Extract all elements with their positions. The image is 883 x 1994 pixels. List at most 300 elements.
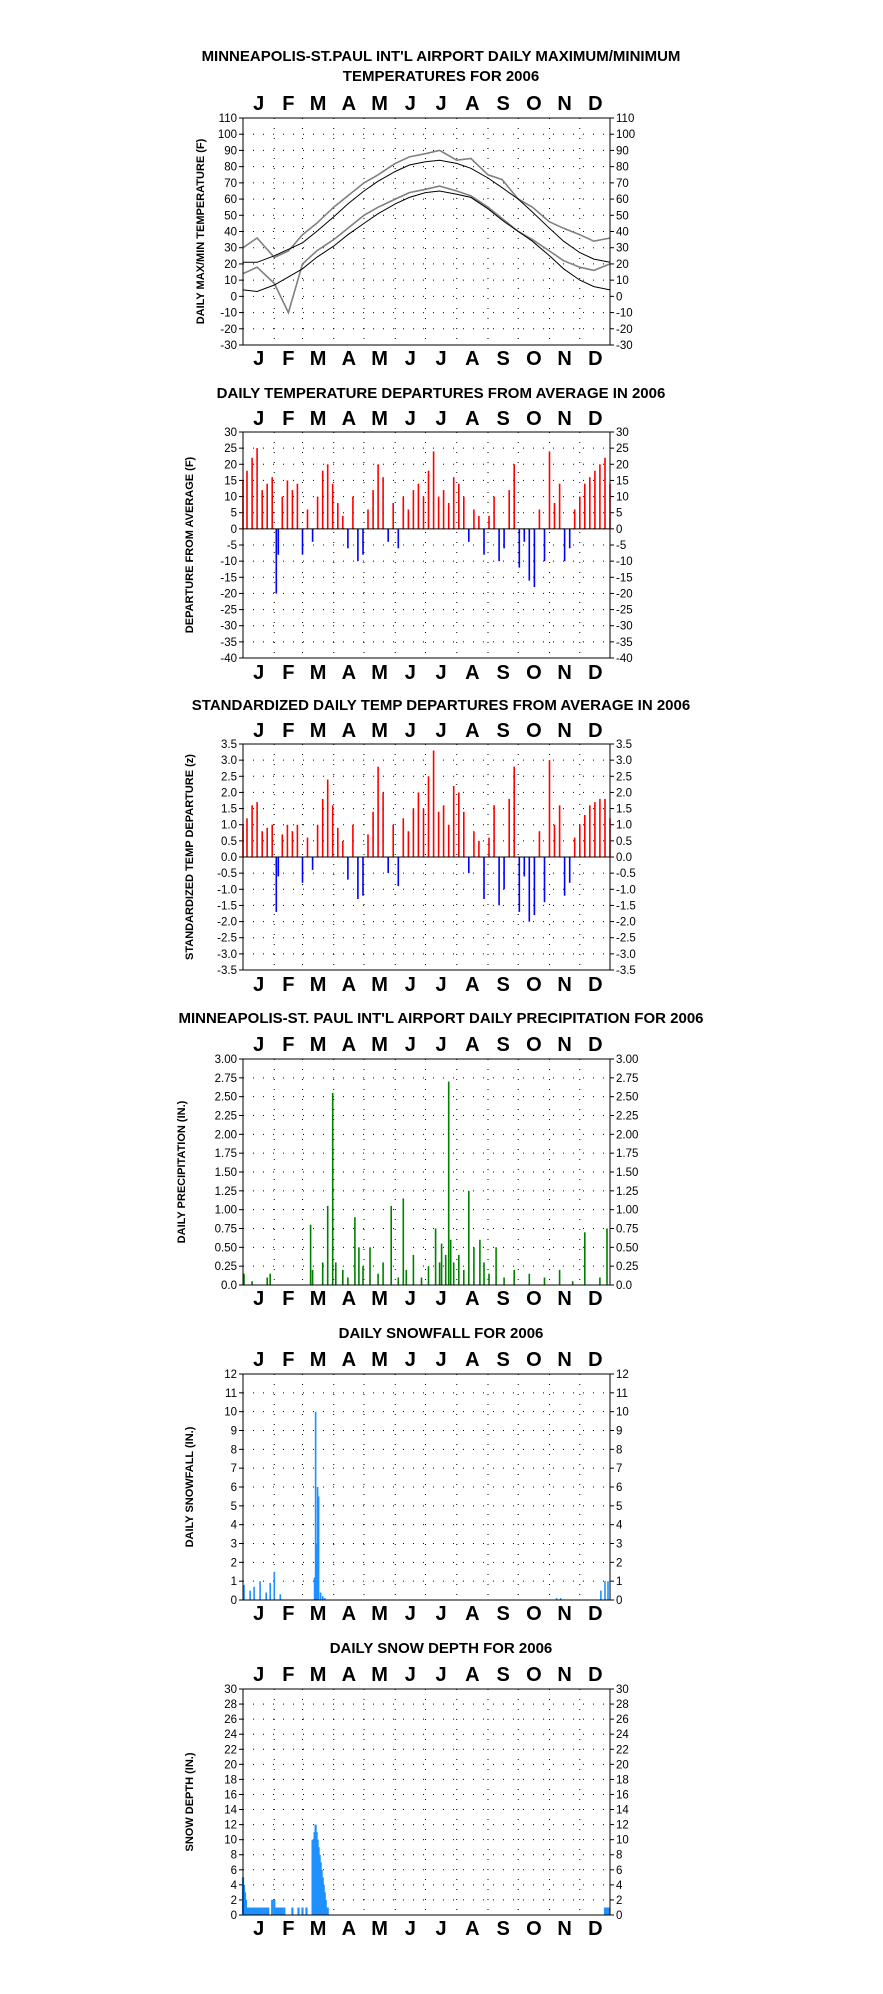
y-tick-label-left: 0.0 (221, 852, 237, 864)
data-bar (493, 497, 495, 529)
month-label-top: M (371, 1034, 388, 1056)
month-label-bottom: A (465, 974, 480, 996)
month-label-bottom: J (435, 1918, 447, 1940)
y-tick-label-left: -2.0 (217, 916, 237, 929)
month-label-bottom: A (341, 662, 357, 684)
data-bar (246, 818, 248, 857)
month-label-top: M (309, 720, 327, 742)
data-bar (453, 786, 455, 857)
data-bar (282, 497, 284, 529)
y-tick-label-left: 2.5 (221, 771, 237, 784)
data-bar (255, 1908, 257, 1916)
y-tick-label-right: 1.50 (616, 1167, 639, 1179)
data-bar (317, 497, 319, 529)
data-bar (279, 1908, 281, 1916)
month-label-top: A (465, 93, 480, 115)
chart-title: DAILY TEMPERATURE DEPARTURES FROM AVERAGE IN 2006 (216, 385, 666, 402)
month-label-bottom: J (435, 1603, 447, 1625)
chart-snowfall (184, 1325, 629, 1625)
data-bar (443, 490, 445, 529)
y-tick-label-left: 10 (224, 491, 237, 504)
month-label-bottom: M (309, 1288, 327, 1310)
data-bar (453, 477, 455, 529)
month-label-bottom: J (404, 662, 416, 684)
y-tick-label-right: 4 (616, 1879, 623, 1892)
data-bar (317, 825, 319, 857)
month-label-bottom: A (465, 1288, 480, 1310)
month-label-bottom: M (309, 1918, 327, 1940)
data-bar (594, 471, 596, 529)
data-bar (382, 477, 384, 529)
data-bar (249, 1908, 251, 1916)
y-tick-label-left: -10 (220, 307, 237, 320)
month-label-top: O (526, 93, 542, 115)
data-bar (539, 831, 541, 857)
month-label-top: F (282, 408, 295, 430)
y-tick-label-right: -1.5 (616, 900, 636, 913)
data-bar (259, 1908, 261, 1916)
month-label-bottom: J (435, 662, 447, 684)
data-bar (283, 1908, 285, 1916)
y-tick-label-right: 2 (616, 1557, 623, 1570)
month-label-bottom: M (371, 974, 388, 996)
y-tick-label-left: 1.5 (221, 803, 237, 816)
data-bar (362, 1266, 364, 1285)
data-bar (604, 799, 606, 857)
plot-frame (243, 432, 610, 658)
y-tick-label-right: 2.75 (616, 1072, 639, 1085)
data-bar (342, 1270, 344, 1285)
month-label-top: M (371, 408, 388, 430)
y-tick-label-right: 100 (616, 129, 636, 142)
data-bar (357, 529, 359, 561)
data-bar (529, 1274, 531, 1285)
month-label-top: S (496, 408, 510, 430)
data-bar (265, 1908, 267, 1916)
data-bar (468, 857, 470, 873)
data-bar (569, 857, 571, 883)
data-bar (352, 497, 354, 529)
month-label-top: M (371, 93, 388, 115)
y-tick-label-right: 20 (616, 258, 629, 271)
data-bar (441, 1244, 443, 1285)
data-bar (495, 1247, 497, 1285)
data-bar (322, 471, 324, 529)
y-tick-label-right: 2.50 (616, 1091, 639, 1104)
y-tick-label-left: -5 (226, 540, 237, 552)
month-label-bottom: M (309, 974, 327, 996)
data-bar (392, 503, 394, 529)
data-bar (599, 799, 601, 857)
chart-title: TEMPERATURES FOR 2006 (342, 68, 540, 85)
data-bar (498, 857, 500, 905)
month-label-bottom: J (253, 1603, 265, 1625)
y-tick-label-left: 24 (224, 1729, 237, 1742)
month-label-bottom: J (404, 1288, 416, 1310)
y-tick-label-left: 5 (230, 507, 237, 520)
month-label-bottom: F (282, 974, 295, 996)
y-tick-label-right: -35 (616, 636, 633, 649)
data-bar (606, 1229, 608, 1286)
y-tick-label-right: 26 (616, 1714, 629, 1727)
data-bar (524, 857, 526, 876)
chart-title: MINNEAPOLIS-ST.PAUL INT'L AIRPORT DAILY MAXIMUM/MINIMUM (201, 48, 681, 65)
data-bar (352, 825, 354, 857)
y-tick-label-right: 0 (616, 1910, 623, 1922)
data-bar (413, 1255, 415, 1285)
data-bar (332, 484, 334, 529)
month-label-top: N (557, 720, 572, 742)
y-tick-label-left: -3.0 (217, 948, 237, 961)
data-bar (322, 1596, 324, 1600)
data-bar (584, 815, 586, 857)
data-bar (251, 805, 253, 857)
y-tick-label-right: 4 (616, 1519, 623, 1532)
y-tick-label-right: 24 (616, 1729, 629, 1742)
y-axis-label: DAILY MAX/MIN TEMPERATURE (F) (195, 138, 207, 325)
y-tick-label-right: 3.5 (616, 739, 632, 751)
data-bar (327, 1206, 329, 1285)
data-bar (387, 529, 389, 542)
y-tick-label-right: 30 (616, 242, 629, 255)
data-bar (539, 510, 541, 529)
data-bar (274, 1572, 276, 1600)
month-label-top: M (309, 1349, 327, 1371)
data-bar (273, 1900, 275, 1915)
month-label-bottom: J (253, 1288, 265, 1310)
y-tick-label-right: 0.0 (616, 1280, 632, 1292)
month-label-bottom: M (371, 1288, 388, 1310)
data-bar (554, 825, 556, 857)
y-tick-label-right: -3.5 (616, 965, 636, 977)
data-bar (473, 831, 475, 857)
month-label-top: F (282, 1034, 295, 1056)
month-label-top: A (465, 1034, 480, 1056)
y-axis-label: SNOW DEPTH (IN.) (184, 1752, 196, 1852)
data-bar (312, 1840, 314, 1915)
month-label-bottom: J (404, 1603, 416, 1625)
month-label-bottom: D (588, 974, 603, 996)
chart-title: DAILY SNOWFALL FOR 2006 (338, 1325, 544, 1342)
month-label-top: O (526, 1349, 542, 1371)
data-bar (247, 1908, 249, 1916)
y-tick-label-left: 1.00 (214, 1204, 237, 1217)
data-bar (347, 857, 349, 880)
month-label-bottom: S (496, 348, 510, 370)
data-bar (503, 857, 505, 889)
series-line-daily-max (243, 150, 610, 257)
y-tick-label-left: -20 (220, 323, 237, 336)
y-tick-label-left: 10 (224, 275, 237, 288)
data-bar (256, 802, 258, 857)
month-label-bottom: M (309, 1603, 327, 1625)
y-tick-label-left: 1.75 (214, 1148, 237, 1161)
data-bar (413, 490, 415, 529)
data-bar (463, 812, 465, 857)
data-bar (292, 831, 294, 857)
month-label-bottom: O (526, 974, 542, 996)
month-label-top: S (496, 1349, 510, 1371)
data-bar (483, 857, 485, 899)
y-tick-label-left: 100 (217, 129, 237, 142)
month-label-top: N (557, 408, 572, 430)
y-tick-label-right: 2.00 (616, 1129, 639, 1142)
data-bar (398, 857, 400, 886)
data-bar (572, 1281, 574, 1285)
chart-title: STANDARDIZED DAILY TEMP DEPARTURES FROM AVERAGE IN 2006 (191, 697, 691, 714)
month-label-top: A (341, 1664, 357, 1686)
data-bar (564, 857, 566, 896)
y-tick-label-right: 0.25 (616, 1261, 639, 1274)
y-tick-label-right: 20 (616, 1759, 629, 1772)
y-axis-label: STANDARDIZED TEMP DEPARTURE (z) (184, 754, 196, 960)
y-tick-label-right: 1.5 (616, 803, 632, 816)
month-label-top: M (371, 720, 388, 742)
data-bar (251, 458, 253, 529)
y-tick-label-left: 2.75 (214, 1072, 237, 1085)
data-bar (362, 857, 364, 896)
data-bar (265, 1593, 267, 1601)
data-bar (280, 1594, 282, 1600)
y-tick-label-right: 28 (616, 1699, 629, 1712)
month-label-bottom: M (371, 1918, 388, 1940)
series-line-normal-max (243, 160, 610, 262)
data-bar (488, 838, 490, 857)
data-bar (428, 776, 430, 857)
y-tick-label-right: -3.0 (616, 948, 636, 961)
data-bar (398, 529, 400, 548)
data-bar (418, 484, 420, 529)
y-tick-label-right: 15 (616, 475, 629, 488)
data-bar (529, 529, 531, 581)
y-tick-label-left: 50 (224, 210, 237, 223)
y-tick-label-right: 3.0 (616, 755, 632, 768)
month-label-top: M (371, 1349, 388, 1371)
month-label-bottom: A (341, 974, 357, 996)
data-bar (266, 1278, 268, 1286)
chart-temps (195, 48, 680, 370)
data-bar (292, 490, 294, 529)
data-bar (450, 1240, 452, 1285)
y-tick-label-left: 70 (224, 177, 237, 190)
y-tick-label-left: 2.0 (221, 787, 237, 800)
data-bar (445, 1255, 447, 1285)
data-bar (607, 1581, 609, 1600)
y-tick-label-left: -3.5 (217, 965, 237, 977)
data-bar (372, 490, 374, 529)
month-label-top: J (435, 93, 447, 115)
data-bar (297, 825, 299, 857)
month-label-bottom: A (341, 1288, 357, 1310)
month-label-bottom: M (309, 348, 327, 370)
plot-frame (243, 118, 610, 345)
month-label-top: J (253, 1664, 265, 1686)
month-label-bottom: A (465, 1918, 480, 1940)
data-bar (529, 857, 531, 922)
y-tick-label-left: -0.5 (217, 868, 237, 881)
month-label-bottom: S (496, 1918, 510, 1940)
data-bar (403, 1198, 405, 1285)
data-bar (312, 857, 314, 870)
y-tick-label-left: -10 (220, 556, 237, 569)
data-bar (413, 809, 415, 857)
data-bar (281, 1908, 283, 1916)
y-tick-label-right: 1.0 (616, 819, 632, 832)
data-bar (251, 1281, 253, 1285)
data-bar (367, 510, 369, 529)
y-tick-label-left: 4 (230, 1519, 237, 1532)
y-tick-label-left: 90 (224, 145, 237, 158)
y-tick-label-right: -30 (616, 340, 633, 352)
data-bar (261, 490, 263, 529)
data-bar (332, 805, 334, 857)
data-bar (263, 1908, 265, 1916)
data-bar (253, 1587, 255, 1600)
y-tick-label-left: -35 (220, 636, 237, 649)
y-tick-label-left: 6 (230, 1864, 237, 1877)
y-tick-label-left: 2 (230, 1557, 237, 1570)
month-label-bottom: S (496, 662, 510, 684)
y-tick-label-left: 30 (224, 1684, 237, 1696)
month-label-bottom: N (557, 1288, 572, 1310)
data-bar (479, 1240, 481, 1285)
month-label-top: A (341, 93, 357, 115)
month-label-top: J (253, 720, 265, 742)
data-bar (448, 1082, 450, 1285)
month-label-bottom: F (282, 662, 295, 684)
y-tick-label-left: 2 (230, 1894, 237, 1907)
data-bar (327, 464, 329, 529)
data-bar (599, 1278, 601, 1286)
month-label-top: M (309, 1034, 327, 1056)
data-bar (574, 510, 576, 529)
data-bar (589, 477, 591, 529)
y-tick-label-right: 0 (616, 291, 623, 304)
data-bar (403, 497, 405, 529)
y-tick-label-left: 0.50 (214, 1242, 237, 1255)
y-tick-label-left: -40 (220, 653, 237, 665)
data-bar (347, 529, 349, 548)
month-label-bottom: O (526, 1288, 542, 1310)
data-bar (403, 818, 405, 857)
month-label-top: J (404, 720, 416, 742)
data-bar (335, 1262, 337, 1285)
data-bar (278, 529, 280, 555)
data-bar (267, 1908, 269, 1916)
data-bar (478, 516, 480, 529)
data-bar (271, 477, 273, 529)
month-label-top: O (526, 720, 542, 742)
y-tick-label-left: 0 (230, 1910, 237, 1922)
data-bar (513, 464, 515, 529)
month-label-bottom: D (588, 662, 603, 684)
data-bar (256, 448, 258, 529)
month-label-top: M (371, 1664, 388, 1686)
y-tick-label-right: 0.75 (616, 1223, 639, 1236)
month-label-bottom: J (435, 1288, 447, 1310)
data-bar (282, 834, 284, 857)
y-tick-label-left: 0.0 (221, 1280, 237, 1292)
data-bar (372, 812, 374, 857)
month-label-bottom: O (526, 348, 542, 370)
data-bar (513, 767, 515, 857)
month-label-top: S (496, 93, 510, 115)
y-tick-label-right: 8 (616, 1444, 623, 1457)
y-tick-label-right: -2.0 (616, 916, 636, 929)
y-tick-label-right: 50 (616, 210, 629, 223)
month-label-top: J (435, 720, 447, 742)
data-bar (448, 825, 450, 857)
y-tick-label-left: 1.50 (214, 1167, 237, 1179)
y-tick-label-right: 6 (616, 1864, 623, 1877)
month-label-top: J (435, 408, 447, 430)
y-tick-label-left: 60 (224, 194, 237, 207)
y-tick-label-right: 3 (616, 1538, 623, 1551)
data-bar (312, 1270, 314, 1285)
data-bar (347, 1278, 349, 1286)
y-tick-label-right: 25 (616, 443, 629, 456)
month-label-top: F (282, 720, 295, 742)
month-label-top: F (282, 1664, 295, 1686)
month-label-bottom: F (282, 348, 295, 370)
data-bar (387, 857, 389, 873)
month-label-top: A (341, 1034, 357, 1056)
y-tick-label-left: 0 (230, 523, 237, 536)
data-bar (488, 516, 490, 529)
data-bar (377, 767, 379, 857)
y-tick-label-left: 25 (224, 443, 237, 456)
y-tick-label-left: 9 (230, 1425, 237, 1438)
data-bar (600, 1591, 602, 1600)
y-tick-label-left: 14 (224, 1804, 237, 1817)
y-tick-label-right: 22 (616, 1744, 629, 1757)
y-tick-label-right: 80 (616, 161, 629, 174)
data-bar (421, 1278, 423, 1286)
month-label-bottom: J (253, 1918, 265, 1940)
data-bar (307, 510, 309, 529)
y-tick-label-right: 1 (616, 1576, 623, 1589)
month-label-top: S (496, 1664, 510, 1686)
y-tick-label-left: 20 (224, 1759, 237, 1772)
y-tick-label-right: 6 (616, 1482, 623, 1494)
data-bar (259, 1581, 261, 1600)
y-tick-label-right: 2.25 (616, 1110, 639, 1123)
data-bar (574, 838, 576, 857)
data-bar (428, 471, 430, 529)
data-bar (559, 1270, 561, 1285)
data-bar (327, 780, 329, 858)
month-label-top: J (435, 1034, 447, 1056)
month-label-top: D (588, 408, 603, 430)
data-bar (382, 1262, 384, 1285)
data-bar (342, 516, 344, 529)
month-label-bottom: A (341, 1918, 357, 1940)
month-label-top: O (526, 408, 542, 430)
data-bar (271, 825, 273, 857)
month-label-bottom: A (341, 1603, 357, 1625)
month-label-bottom: J (435, 974, 447, 996)
plot-frame (243, 1689, 610, 1915)
month-label-top: A (465, 720, 480, 742)
month-label-top: A (465, 408, 480, 430)
data-bar (249, 1591, 251, 1600)
y-tick-label-left: -15 (220, 572, 237, 585)
y-tick-label-left: 3 (230, 1538, 237, 1551)
month-label-top: J (404, 1664, 416, 1686)
data-bar (276, 529, 278, 594)
y-tick-label-right: 12 (616, 1819, 629, 1832)
month-label-bottom: M (371, 662, 388, 684)
